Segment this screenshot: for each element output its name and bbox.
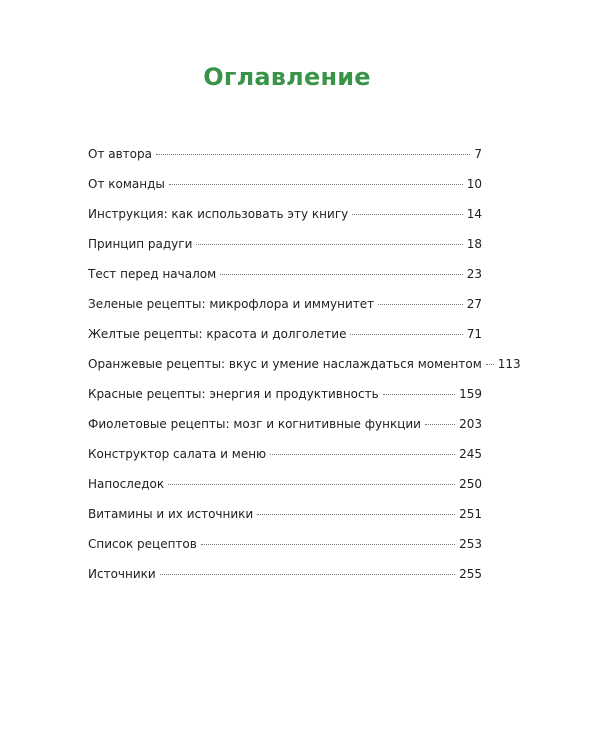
dot-leader <box>257 514 455 515</box>
toc-entry-page: 251 <box>459 507 482 521</box>
dot-leader <box>486 364 494 365</box>
toc-entry-page: 245 <box>459 447 482 461</box>
toc-entry[interactable] <box>88 409 482 439</box>
toc-entry[interactable] <box>88 319 482 349</box>
toc-entry[interactable] <box>88 139 482 169</box>
toc-entry-title: Принцип радуги <box>88 237 193 251</box>
toc-entry-page: 7 <box>474 147 482 161</box>
toc-entry-page: 255 <box>459 567 482 581</box>
toc-entry-page: 71 <box>466 327 482 341</box>
toc-entry[interactable] <box>88 559 482 589</box>
dot-leader <box>352 214 462 215</box>
dot-leader <box>156 154 470 155</box>
toc-entry-title: Зеленые рецепты: микрофлора и иммунитет <box>88 297 375 311</box>
toc-entry[interactable] <box>88 199 482 229</box>
dot-leader <box>160 574 455 575</box>
toc-entry-page: 250 <box>459 477 482 491</box>
toc-entry[interactable] <box>88 349 521 379</box>
toc-entry-title: Красные рецепты: энергия и продуктивность <box>88 387 379 401</box>
toc-entry-page: 10 <box>466 177 482 191</box>
toc-entry[interactable] <box>88 499 482 529</box>
toc-entry[interactable] <box>88 379 482 409</box>
toc-entry-title: Тест перед началом <box>88 267 217 281</box>
dot-leader <box>350 334 462 335</box>
dot-leader <box>378 304 463 305</box>
toc-entry-title: Напоследок <box>88 477 165 491</box>
toc-entry-page: 203 <box>459 417 482 431</box>
dot-leader <box>169 184 463 185</box>
toc-entry[interactable] <box>88 529 482 559</box>
toc-entry-page: 253 <box>459 537 482 551</box>
toc-entry-title: Желтые рецепты: красота и долголетие <box>88 327 347 341</box>
toc-entry[interactable] <box>88 229 482 259</box>
toc-entry[interactable] <box>88 289 482 319</box>
toc-entry-title: Оранжевые рецепты: вкус и умение наслаждаться моментом <box>88 357 482 371</box>
toc-entry-page: 23 <box>466 267 482 281</box>
table-of-contents <box>88 139 521 589</box>
toc-entry-title: Конструктор салата и меню <box>88 447 267 461</box>
toc-entry-title: Инструкция: как использовать эту книгу <box>88 207 349 221</box>
toc-entry-title: От команды <box>88 177 165 191</box>
toc-entry[interactable] <box>88 169 482 199</box>
toc-entry-title: От автора <box>88 147 152 161</box>
toc-entry-page: 27 <box>466 297 482 311</box>
page-title: Оглавление <box>203 63 371 91</box>
dot-leader <box>383 394 455 395</box>
toc-entry-page: 18 <box>466 237 482 251</box>
dot-leader <box>425 424 455 425</box>
dot-leader <box>168 484 455 485</box>
toc-entry[interactable] <box>88 439 482 469</box>
toc-entry-page: 159 <box>459 387 482 401</box>
dot-leader <box>220 274 463 275</box>
dot-leader <box>201 544 455 545</box>
toc-entry[interactable] <box>88 259 482 289</box>
dot-leader <box>270 454 455 455</box>
toc-entry-title: Фиолетовые рецепты: мозг и когнитивные функции <box>88 417 421 431</box>
toc-entry-page: 14 <box>466 207 482 221</box>
toc-entry-title: Список рецептов <box>88 537 197 551</box>
toc-entry-title: Витамины и их источники <box>88 507 254 521</box>
dot-leader <box>196 244 462 245</box>
toc-entry-title: Источники <box>88 567 156 581</box>
toc-entry-page: 113 <box>497 357 521 371</box>
toc-entry[interactable] <box>88 469 482 499</box>
